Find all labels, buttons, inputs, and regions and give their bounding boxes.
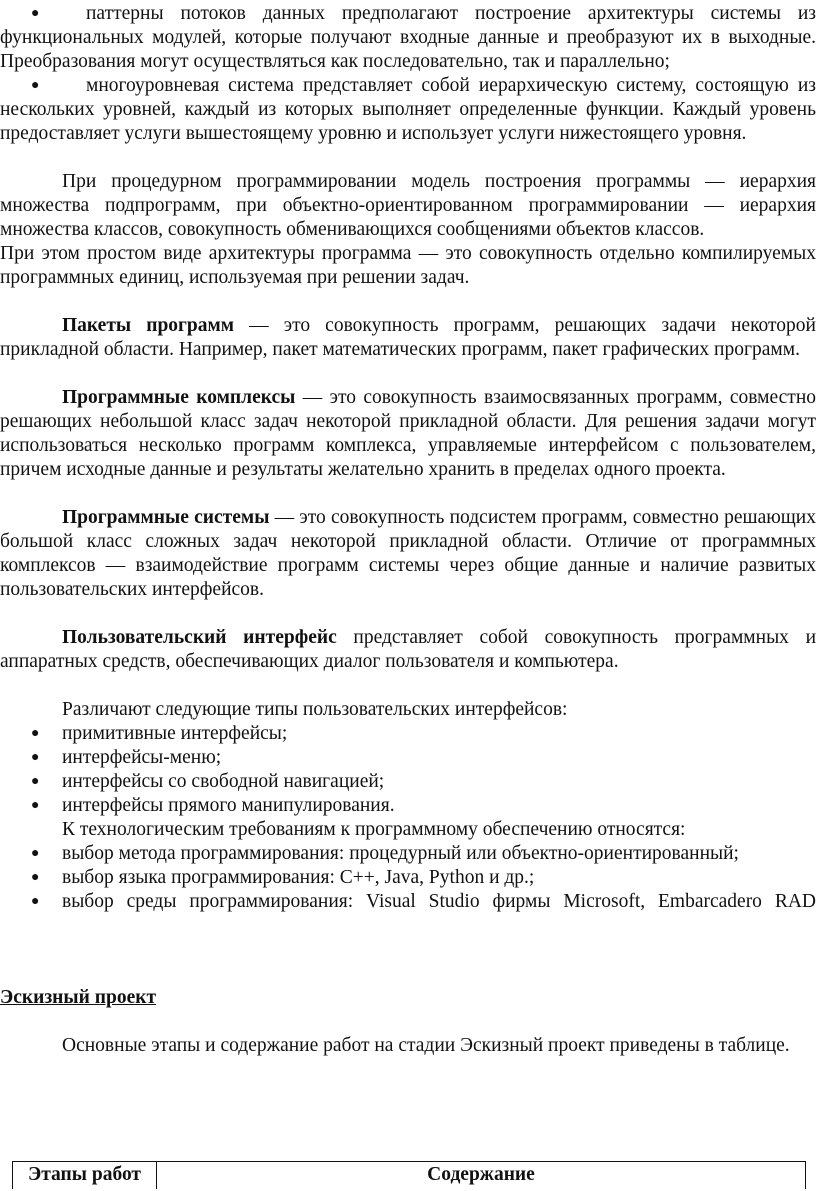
spacer [0,914,816,938]
term-packages: Пакеты программ [62,315,235,336]
bullet-icon: ● [31,798,40,813]
bullet-icon: ● [31,870,40,885]
bullet-icon: ● [31,894,40,909]
list-item: ● интерфейсы прямого манипулирования. [31,795,395,816]
bullet-icon: ● [31,6,40,21]
list-item: ● интерфейсы-меню; [31,747,222,768]
spacer [0,1010,816,1034]
paragraph-simple-architecture: При этом простом виде архитектуры программа — это совокупность отдельно компилируемых программных единиц, используемая при решении задач. [0,243,816,288]
term-complexes: Программные комплексы [62,387,296,408]
document-page [0,2,816,1058]
list-item: ● выбор метода программирования: процедурный или объектно-ориентированный; [31,843,739,864]
section-heading: Эскизный проект [0,987,157,1008]
spacer [0,146,816,170]
spacer [0,482,816,506]
bullet-icon: ● [31,78,40,93]
interface-types-intro: Различают следующие типы пользовательских интерфейсов: [62,699,568,720]
bullet-icon: ● [31,846,40,861]
paragraph-complexes: Программные комплексы — это совокупность взаимосвязанных программ, совместно решающих небольшой класс задач некоторой прикладной области. Для решения задачи могут использоваться несколько программ комплекса, управляемые интерфейсом с пользователем, причем исходные данные и результаты желательно хранить в пределах одного проекта. [0,387,816,480]
list-item: ● многоуровневая система представляет собой иерархическую систему, состоящую из нескольких уровней, каждый из которых выполняет определенные функции. Каждый уровень предоставляет услуги вышестоящему уровню и использует услуги нижестоящего уровня. [0,75,816,144]
spacer [0,602,816,626]
section-intro: Основные этапы и содержание работ на стадии Эскизный проект приведены в таблице. [62,1035,790,1056]
paragraph-user-interface: Пользовательский интерфейс представляет собой совокупность программных и аппаратных средств, обеспечивающих диалог пользователя и компьютера. [0,627,816,672]
bullet-icon: ● [31,726,40,741]
list-item: ● выбор среды программирования: Visual Studio фирмы Microsoft, Embarcadero RAD [31,891,816,912]
spacer [0,938,816,962]
bullet-icon: ● [31,774,40,789]
spacer [0,362,816,386]
paragraph-systems: Программные системы — это совокупность подсистем программ, совместно решающих большой класс сложных задач некоторой прикладной области. Отличие от программных комплексов — взаимодействие программ системы через общие данные и наличие развитых пользовательских интерфейсов. [0,507,816,600]
list-item: ● паттерны потоков данных предполагают построение архитектуры системы из функциональных модулей, которые получают входные данные и преобразуют их в выходные. Преобразования могут осуществляться как последовательно, так и параллельно; [0,3,816,72]
spacer [0,290,816,314]
term-systems: Программные системы [62,507,270,528]
term-user-interface: Пользовательский интерфейс [62,627,337,648]
list-item: ● примитивные интерфейсы; [31,723,288,744]
paragraph-packages: Пакеты программ — это совокупность программ, решающих задачи некоторой прикладной области. Например, пакет математических программ, пакет графических программ. [0,315,816,360]
bullet-icon: ● [31,750,40,765]
table-header-content: Содержание [427,1164,535,1185]
tech-requirements-intro: К технологическим требованиям к программному обеспечению относятся: [62,819,686,840]
paragraph-procedural: При процедурном программировании модель построения программы — иерархия множества подпрограмм, при объектно-ориентированном программировании — иерархия множества классов, совокупность обменивающихся сообщениями объектов классов. [0,171,816,240]
list-item: ● интерфейсы со свободной навигацией; [31,771,385,792]
spacer [0,962,816,986]
spacer [0,674,816,698]
table-header-stages: Этапы работ [13,1162,157,1189]
stages-table-header [12,1161,806,1189]
list-item: ● выбор языка программирования: C++, Java, Python и др.; [31,867,535,888]
